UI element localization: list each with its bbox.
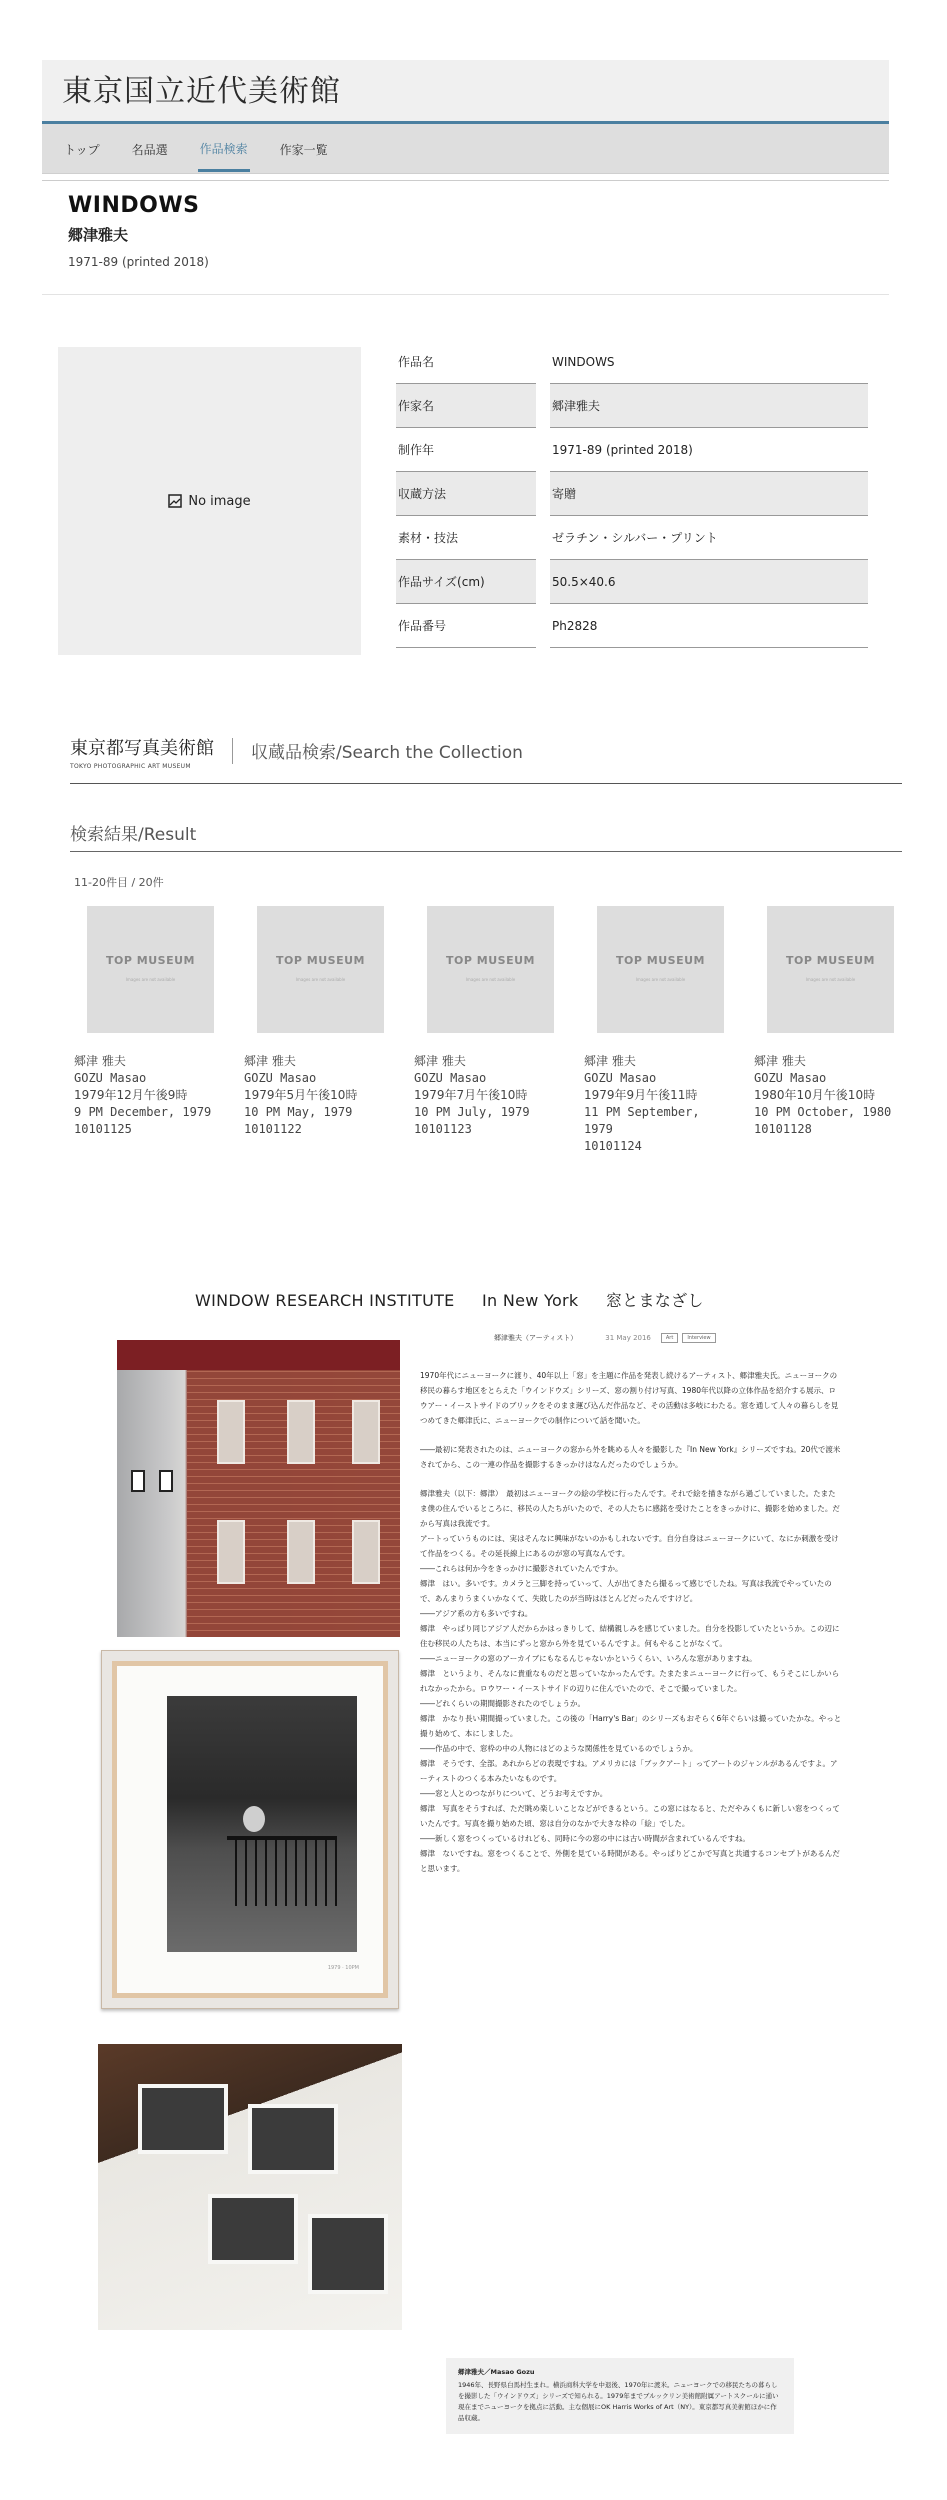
result-artist-en: GOZU Masao (584, 1071, 657, 1085)
result-thumbnail[interactable] (597, 906, 724, 1033)
article-paragraph: 郷津 かなり長い期間撮っていました。この後の「Harry's Bar」のシリーズもおそらく6年ぐらいは撮っていたかな。やっと撮り始めて、本にしました。 (420, 1714, 842, 1738)
detail-row (396, 384, 868, 428)
tag-art[interactable]: Art (661, 1333, 678, 1343)
site-title[interactable]: 東京国立近代美術館 (62, 74, 341, 109)
thumbnail-note: Images are not available (295, 976, 346, 982)
thumbnail-logo: TOP MUSEUM (446, 953, 535, 967)
nav-search[interactable]: 作品検索 (198, 126, 250, 172)
photo-museum-name: 東京都写真美術館 (70, 738, 214, 759)
detail-label: 制作年 (396, 428, 536, 472)
thumbnail-logo: TOP MUSEUM (616, 953, 705, 967)
article-byline: 郷津雅夫（アーティスト） (494, 1334, 578, 1342)
display-print (208, 2194, 298, 2264)
article-date: 31 May 2016 (605, 1334, 651, 1342)
result-id: 10101122 (244, 1122, 302, 1136)
article-meta (494, 1333, 716, 1343)
work-artist: 郷津雅夫 (68, 226, 129, 244)
wri-series: In New York (481, 1291, 579, 1310)
result-count: 11-20件目 / 20件 (74, 876, 164, 889)
thumbnail-note: Images are not available (125, 976, 176, 982)
tag-interview[interactable]: Interview (682, 1333, 715, 1343)
museum-header (42, 60, 889, 181)
framed-print-photo (101, 1650, 399, 2009)
detail-row (396, 428, 868, 472)
result-id: 10101128 (754, 1122, 812, 1136)
result-date-en: 10 PM May, 1979 (244, 1105, 353, 1119)
site-header (42, 60, 889, 124)
article-paragraph: ――アジア系の方も多いですね。 (420, 1609, 533, 1618)
result-artist-en: GOZU Masao (754, 1071, 827, 1085)
detail-label: 素材・技法 (396, 516, 536, 560)
display-print (308, 2214, 388, 2294)
print-person (243, 1806, 265, 1832)
display-print (248, 2104, 338, 2174)
article-paragraph: ――どれくらいの期間撮影されたのでしょうか。 (420, 1699, 585, 1708)
print-mat (112, 1661, 388, 1998)
result-artist-en: GOZU Masao (244, 1071, 317, 1085)
article-paragraph: 郷津 写真をそうすれば、ただ眺め楽しいことなどができるという。この窓にはなると、ただやみくもに新しい窓をつくっていたんです。写真を撮り始めた頃、窓は自分のなかで大きな枠の「絵」でした。 (420, 1804, 840, 1828)
photo-museum-logo[interactable] (70, 734, 214, 770)
detail-label: 作品名 (396, 340, 536, 384)
result-date-jp: 1979年9月午後11時 (584, 1088, 698, 1102)
detail-value: 1971-89 (printed 2018) (550, 428, 868, 472)
result-date-jp: 1979年5月午後10時 (244, 1088, 358, 1102)
nav-masterpieces[interactable]: 名品選 (131, 143, 168, 157)
no-image-label: No image (188, 493, 251, 509)
book-display-photo (98, 2044, 402, 2330)
detail-row (396, 340, 868, 384)
thumbnail-note: Images are not available (465, 976, 516, 982)
result-artist-jp: 郷津 雅夫 (754, 1054, 806, 1068)
photo-frame (131, 1470, 145, 1492)
detail-value: 寄贈 (550, 472, 868, 516)
detail-value: WINDOWS (550, 340, 868, 384)
detail-value: 郷津雅夫 (550, 384, 868, 428)
result-card[interactable] (244, 906, 394, 1138)
artist-profile (446, 2358, 794, 2434)
result-date-en: 9 PM December, 1979 (74, 1105, 212, 1119)
result-thumbnail[interactable] (87, 906, 214, 1033)
detail-row (396, 604, 868, 648)
result-artist-jp: 郷津 雅夫 (244, 1054, 296, 1068)
result-date-jp: 1979年7月午後10時 (414, 1088, 528, 1102)
photo-museum-header (70, 734, 902, 784)
detail-value: 50.5×40.6 (550, 560, 868, 604)
result-artist-en: GOZU Masao (74, 1071, 147, 1085)
result-artist-en: GOZU Masao (414, 1071, 487, 1085)
nav-top[interactable]: トップ (64, 143, 100, 157)
article-paragraph: 1970年代にニューヨークに渡り、40年以上「窓」を主題に作品を発表し続けるアーティスト、郷津雅夫氏。ニューヨークの移民の暮らす地区をとらえた「ウインドウズ」シリーズ、窓の割り付け写真、1980年代以降の立体作品を紹介する展示、ロウアー・イーストサイドのブリックをそのまま運び込んだ作品など、その活動は多岐にわたる。窓を通して人々の暮らしを見つめてきた郷津氏に、ニューヨークでの制作について話を聞いた。 (420, 1371, 839, 1425)
result-thumbnail[interactable] (427, 906, 554, 1033)
collection-search-link[interactable]: 収蔵品検索/Search the Collection (251, 743, 523, 763)
article-paragraph: アートっていうものには、実はそんなに興味がないのかもしれないです。自分自身はニューヨークにいて、なにか刺激を受けて作品をつくる。その延長線上にあるのが窓の写真なんです。 (420, 1534, 839, 1558)
result-id: 10101123 (414, 1122, 472, 1136)
photo-window (352, 1520, 380, 1584)
work-year: 1971-89 (printed 2018) (68, 255, 209, 269)
detail-label: 収蔵方法 (396, 472, 536, 516)
photo-museum-name-en: TOKYO PHOTOGRAPHIC ART MUSEUM (70, 763, 191, 770)
image-icon (168, 494, 182, 508)
article-paragraph: 郷津 というより、そんなに貴重なものだと思っていなかったんです。たまたまニューヨークに行って、もうそこにしかいられなかったから。ロウワー・イーストサイドの辺りに住んでいたので、そこで撮っていました。 (420, 1669, 840, 1693)
result-artist-jp: 郷津 雅夫 (584, 1054, 636, 1068)
result-date-en: 11 PM September, 1979 (584, 1105, 700, 1136)
article-header (195, 1288, 726, 1311)
print-railing (227, 1836, 337, 1906)
detail-value: Ph2828 (550, 604, 868, 648)
profile-text: 1946年、長野県白馬村生まれ。横浜商科大学を中退後、1970年に渡米。ニューヨークでの移民たちの暮らしを撮影した「ウインドウズ」シリーズで知られる。1979年までブルックリン美術館附属アートスクールに通い現在までニューヨークを拠点に活動。主な個展にOK Harris Works of Art（NY）。東京都写真美術館ほかに作品収蔵。 (458, 2381, 779, 2422)
detail-row (396, 516, 868, 560)
photo-window (217, 1520, 245, 1584)
article-paragraph: 郷津 そうです、全部。あれからどの表現ですね。アメリカには「ブックアート」ってアートのジャンルがあるんですよ。アーティストのつくる本みたいなものです。 (420, 1759, 838, 1783)
article-paragraph: 郷津 ないですね。窓をつくることで、外側を見ている時間がある。やっぱりどこかで写真と共通するコンセプトがあるんだと思います。 (420, 1849, 840, 1873)
thumbnail-logo: TOP MUSEUM (786, 953, 875, 967)
profile-name: 郷津雅夫／Masao Gozu (458, 2368, 535, 2376)
result-card[interactable] (584, 906, 734, 1155)
nav-artists[interactable]: 作家一覧 (279, 143, 328, 157)
result-thumbnail[interactable] (257, 906, 384, 1033)
article-paragraph: ――新しく窓をつくっているけれども、同時に今の窓の中には古い時間が含まれているんですね。 (420, 1834, 750, 1843)
result-date-en: 10 PM July, 1979 (414, 1105, 530, 1119)
thumbnail-logo: TOP MUSEUM (276, 953, 365, 967)
photo-ceiling (117, 1340, 400, 1370)
detail-row (396, 560, 868, 604)
result-card[interactable] (74, 906, 224, 1138)
article-paragraph: ――作品の中で、窓枠の中の人物にはどのような関係性を見ているのでしょうか。 (420, 1744, 698, 1753)
detail-row (396, 472, 868, 516)
photo-window (352, 1400, 380, 1464)
article-paragraph: 郷津 はい。多いです。カメラと三脚を持っていって、人が出てきたら撮るって感じでしたね。写真は我流でやっていたので、あんまりうまくいかなくて、失敗したのが当時はほとんどだったんですけど。 (420, 1579, 832, 1603)
detail-label: 作品サイズ(cm) (396, 560, 536, 604)
result-artist-jp: 郷津 雅夫 (74, 1054, 126, 1068)
article-paragraph: ――窓と人とのつながりについて、どうお考えですか。 (420, 1789, 608, 1798)
print-image (167, 1696, 357, 1952)
no-image-placeholder (58, 347, 361, 655)
thumbnail-logo: TOP MUSEUM (106, 953, 195, 967)
thumbnail-note: Images are not available (635, 976, 686, 982)
article-body (420, 1368, 842, 1876)
result-artist-jp: 郷津 雅夫 (414, 1054, 466, 1068)
work-title: WINDOWS (68, 193, 200, 218)
photo-window (287, 1520, 315, 1584)
photo-window (217, 1400, 245, 1464)
result-card[interactable] (754, 906, 904, 1138)
result-date-jp: 1979年12月午後9時 (74, 1088, 188, 1102)
result-id: 10101124 (584, 1139, 642, 1153)
wri-title: 窓とまなざし (605, 1291, 704, 1310)
detail-value: ゼラチン・シルバー・プリント (550, 516, 868, 560)
main-nav (42, 124, 889, 174)
detail-label: 作家名 (396, 384, 536, 428)
gallery-photo (117, 1340, 400, 1637)
result-date-en: 10 PM October, 1980 (754, 1105, 892, 1119)
print-caption: 1979 · 10PM (327, 1965, 359, 1971)
photo-frame (159, 1470, 173, 1492)
article-paragraph: 郷津 やっぱり同じアジア人だからかはっきりして、結構親しみを感じていました。自分を投影していたというか。この辺に住む移民の人たちは、本当にずっと窓から外を見ているんですよ。何もやることがなくて。 (420, 1624, 840, 1648)
article-paragraph: ――これらは何か今をきっかけに撮影されていたんですか。 (420, 1564, 623, 1573)
work-heading (68, 193, 209, 269)
result-date-jp: 1980年10月午後10時 (754, 1088, 876, 1102)
result-card[interactable] (414, 906, 564, 1138)
divider (42, 180, 889, 181)
divider (232, 738, 233, 764)
article-paragraph: ――最初に発表されたのは、ニューヨークの窓から外を眺める人々を撮影した『In New York』シリーズですね。20代で渡米されてから、この一連の作品を撮影するきっかけはなんだったのでしょうか。 (420, 1445, 841, 1469)
divider (42, 294, 889, 295)
photo-window (287, 1400, 315, 1464)
article-paragraph: 郷津雅夫（以下：郷津） 最初はニューヨークの絵の学校に行ったんです。それで絵を描きながら過ごしていました。たまたま僕の住んでいるところに、移民の人たちがいたので、その人たちに感銘を受けたことをきっかけに、撮影を始めました。だから写真は我流です。 (420, 1489, 840, 1528)
result-title: 検索結果/Result (70, 820, 902, 852)
detail-label: 作品番号 (396, 604, 536, 648)
result-thumbnail[interactable] (767, 906, 894, 1033)
article-paragraph: ――ニューヨークの窓のアーカイブにもなるんじゃないかというくらい、いろんな窓がありますね。 (420, 1654, 757, 1663)
result-id: 10101125 (74, 1122, 132, 1136)
wri-org[interactable]: WINDOW RESEARCH INSTITUTE (195, 1291, 455, 1310)
display-print (138, 2084, 228, 2154)
thumbnail-note: Images are not available (805, 976, 856, 982)
work-details-table (396, 340, 868, 648)
